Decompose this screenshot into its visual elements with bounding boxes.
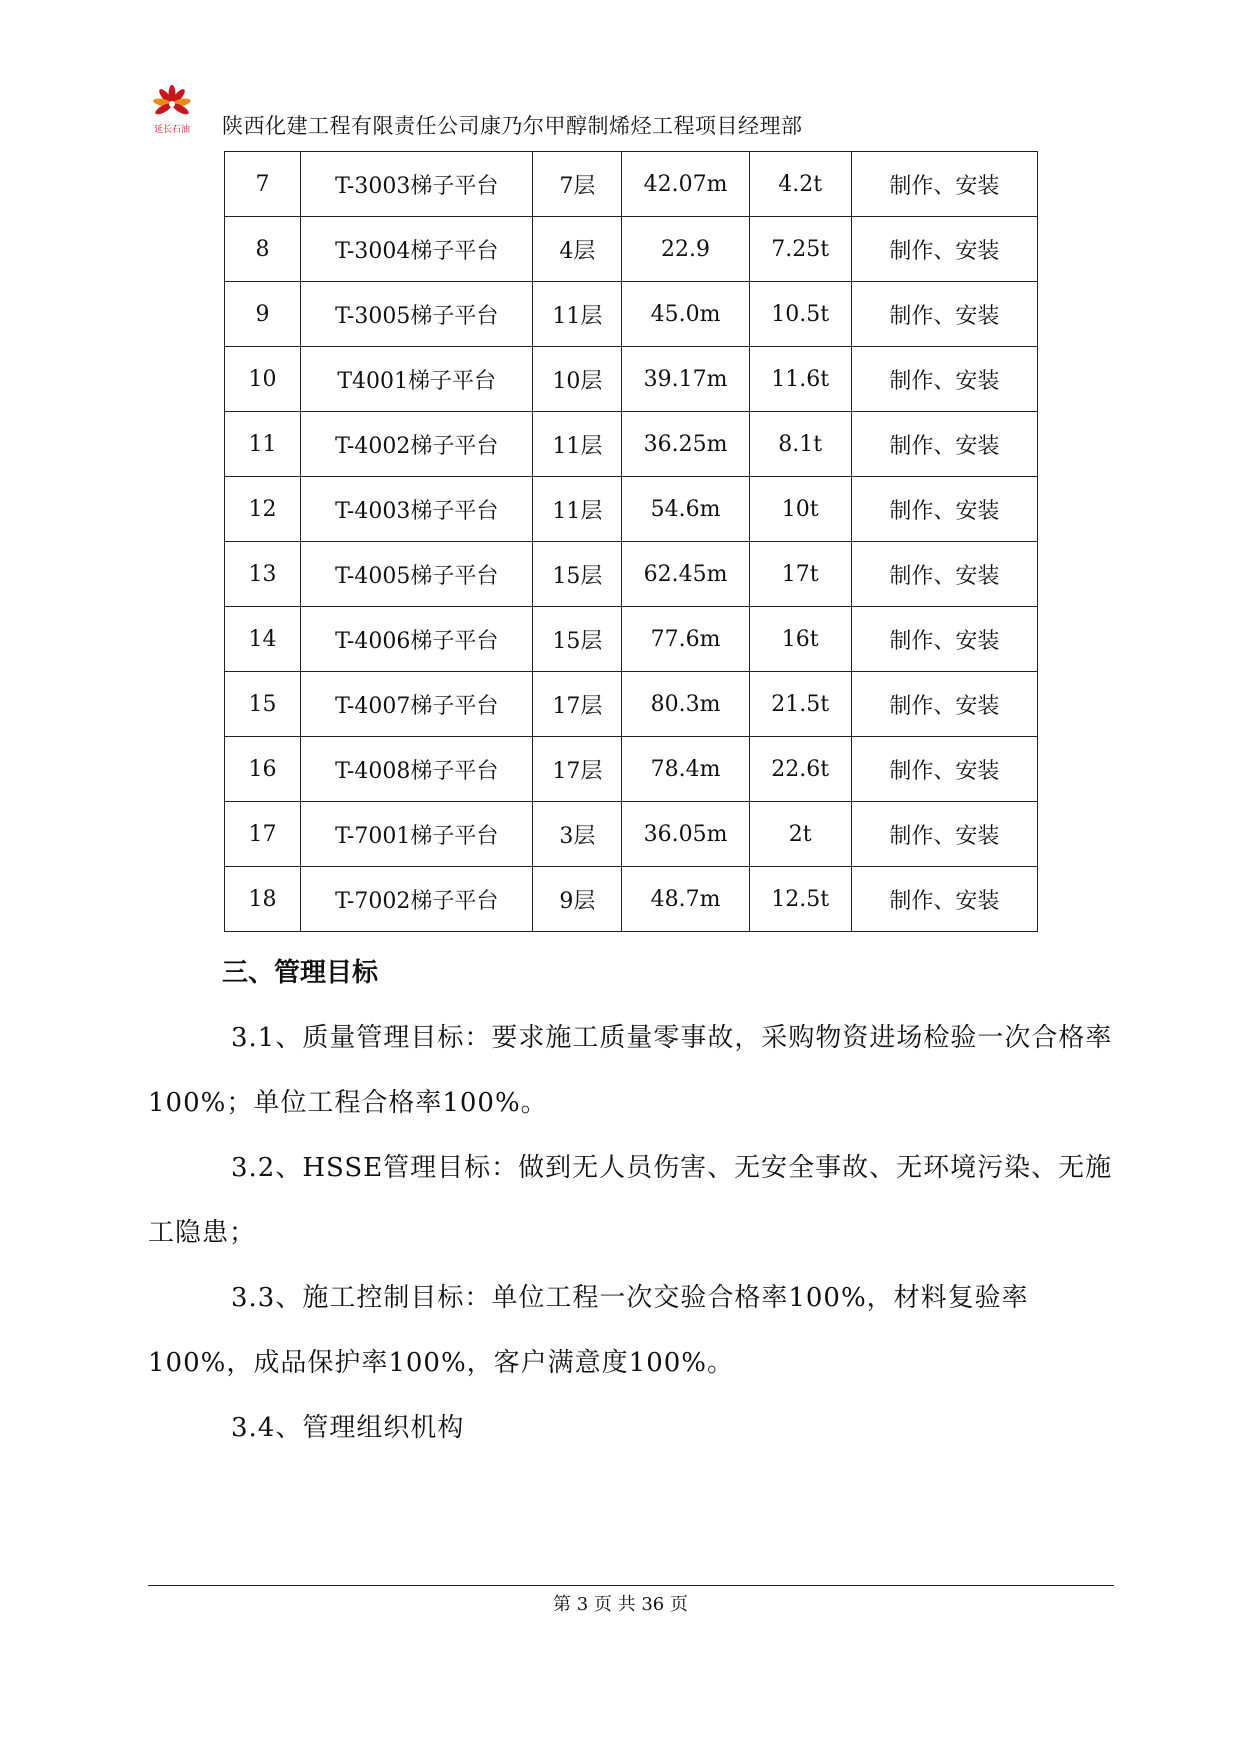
cell-work: 制作、安装 [851,412,1037,477]
paragraph-text: 3.1、质量管理目标：要求施工质量零事故，采购物资进场检验一次合格率100%；单位工程合格率100%。 [148,1023,1113,1118]
cell-height: 39.17m [622,347,749,412]
cell-index: 15 [225,672,301,737]
cell-index: 12 [225,477,301,542]
cell-index: 13 [225,542,301,607]
header-title: 陕西化建工程有限责任公司康乃尔甲醇制烯烃工程项目经理部 [222,114,803,138]
cell-weight: 21.5t [749,672,851,737]
cell-floors: 11层 [533,282,622,347]
logo-text: 延长石油 [153,125,190,135]
cell-floors: 17层 [533,737,622,802]
cell-weight: 17t [749,542,851,607]
cell-floors: 9层 [533,867,622,932]
cell-index: 11 [225,412,301,477]
cell-index: 14 [225,607,301,672]
cell-weight: 16t [749,607,851,672]
table-row [225,477,1038,542]
paragraph-text: 3.3、施工控制目标：单位工程一次交验合格率100%，材料复验率100%，成品保护率100%，客户满意度100%。 [148,1283,1029,1378]
cell-weight: 12.5t [749,867,851,932]
paragraph-hsse-goal [148,1136,1116,1266]
cell-index: 9 [225,282,301,347]
section-title: 三、管理目标 [222,958,379,988]
paragraph-organization [148,1396,1116,1461]
cell-floors: 11层 [533,477,622,542]
cell-work: 制作、安装 [851,282,1037,347]
table-row [225,607,1038,672]
cell-height: 80.3m [622,672,749,737]
cell-work: 制作、安装 [851,672,1037,737]
footer-divider [148,1585,1114,1586]
paragraph-text: 3.4、管理组织机构 [231,1413,465,1443]
table-row [225,217,1038,282]
cell-height: 48.7m [622,867,749,932]
cell-floors: 3层 [533,802,622,867]
cell-work: 制作、安装 [851,542,1037,607]
cell-weight: 4.2t [749,152,851,217]
table-row [225,737,1038,802]
cell-name: T-4005梯子平台 [301,542,533,607]
cell-work: 制作、安装 [851,217,1037,282]
cell-name: T4001梯子平台 [301,347,533,412]
cell-weight: 22.6t [749,737,851,802]
cell-work: 制作、安装 [851,867,1037,932]
paragraph-control-goal [148,1266,1116,1396]
table-row [225,282,1038,347]
cell-weight: 10.5t [749,282,851,347]
table-row [225,672,1038,737]
cell-work: 制作、安装 [851,607,1037,672]
cell-name: T-4003梯子平台 [301,477,533,542]
cell-floors: 11层 [533,412,622,477]
cell-index: 10 [225,347,301,412]
page-header [148,84,1108,142]
cell-floors: 4层 [533,217,622,282]
cell-name: T-7001梯子平台 [301,802,533,867]
cell-work: 制作、安装 [851,152,1037,217]
cell-name: T-7002梯子平台 [301,867,533,932]
cell-index: 7 [225,152,301,217]
cell-work: 制作、安装 [851,477,1037,542]
table-row [225,152,1038,217]
cell-floors: 15层 [533,542,622,607]
cell-height: 42.07m [622,152,749,217]
cell-name: T-4006梯子平台 [301,607,533,672]
ladder-platform-table [224,151,1038,932]
cell-weight: 10t [749,477,851,542]
cell-weight: 7.25t [749,217,851,282]
cell-height: 45.0m [622,282,749,347]
cell-name: T-4002梯子平台 [301,412,533,477]
table-body [225,152,1038,932]
cell-weight: 2t [749,802,851,867]
table-row [225,542,1038,607]
cell-height: 62.45m [622,542,749,607]
cell-height: 78.4m [622,737,749,802]
table-row [225,347,1038,412]
table-row [225,802,1038,867]
cell-floors: 10层 [533,347,622,412]
cell-name: T-4007梯子平台 [301,672,533,737]
cell-height: 22.9 [622,217,749,282]
table-row [225,412,1038,477]
cell-floors: 15层 [533,607,622,672]
cell-height: 36.25m [622,412,749,477]
page-number: 第 3 页 共 36 页 [553,1594,688,1615]
paragraph-quality-goal [148,1006,1116,1136]
cell-work: 制作、安装 [851,802,1037,867]
cell-work: 制作、安装 [851,737,1037,802]
cell-weight: 11.6t [749,347,851,412]
cell-index: 18 [225,867,301,932]
cell-work: 制作、安装 [851,347,1037,412]
cell-floors: 17层 [533,672,622,737]
cell-name: T-4008梯子平台 [301,737,533,802]
cell-index: 8 [225,217,301,282]
cell-name: T-3005梯子平台 [301,282,533,347]
paragraph-text: 3.2、HSSE管理目标：做到无人员伤害、无安全事故、无环境污染、无施工隐患； [148,1153,1113,1248]
cell-floors: 7层 [533,152,622,217]
cell-name: T-3003梯子平台 [301,152,533,217]
cell-height: 36.05m [622,802,749,867]
cell-index: 16 [225,737,301,802]
cell-name: T-3004梯子平台 [301,217,533,282]
cell-index: 17 [225,802,301,867]
table-row [225,867,1038,932]
cell-height: 77.6m [622,607,749,672]
cell-height: 54.6m [622,477,749,542]
cell-weight: 8.1t [749,412,851,477]
